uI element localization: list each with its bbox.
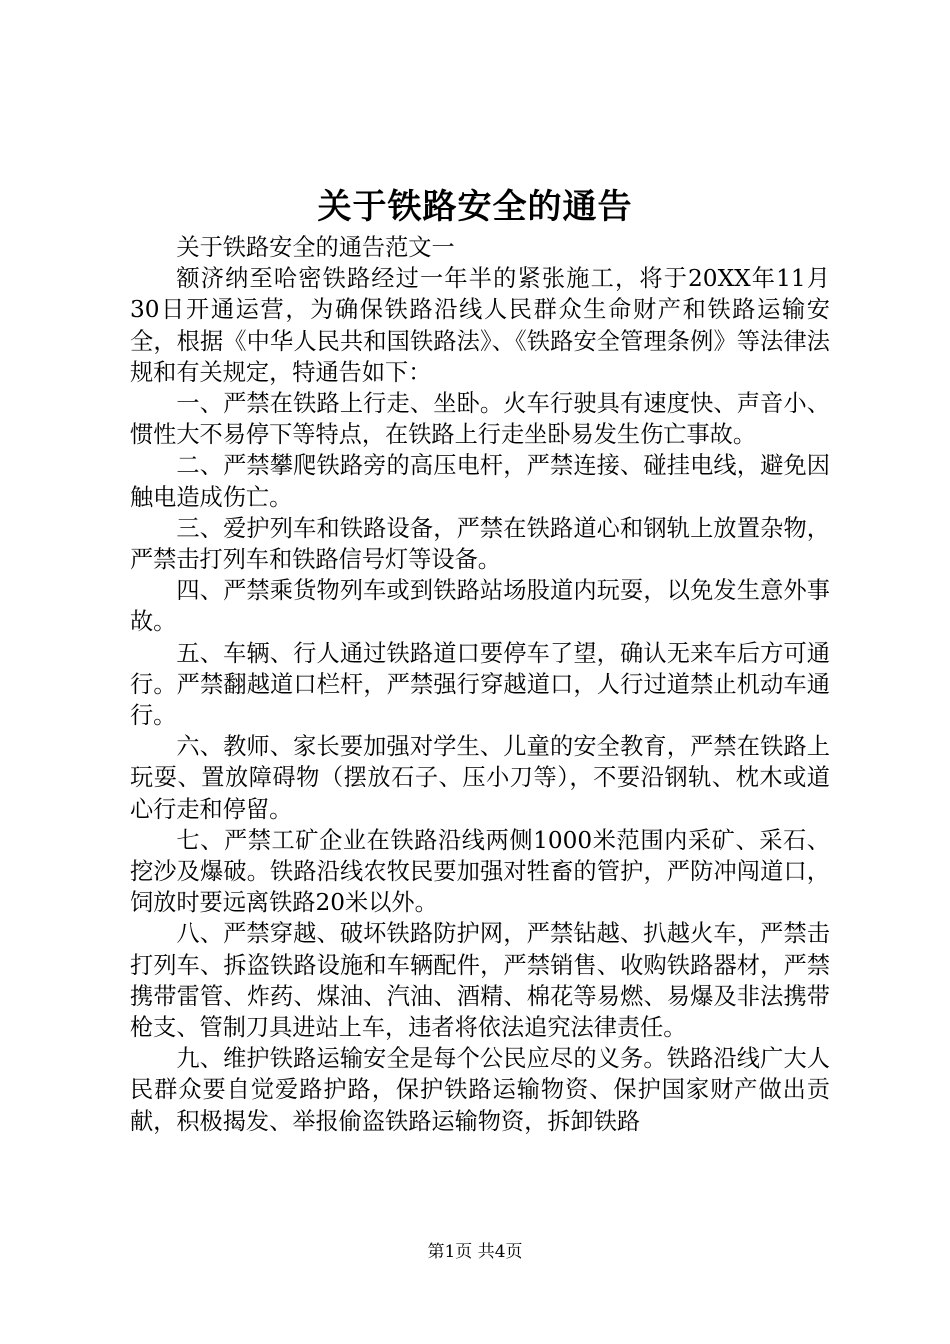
- paragraph-item-7: 七、严禁工矿企业在铁路沿线两侧1000米范围内采矿、采石、挖沙及爆破。铁路沿线农牧民要加强对牲畜的管护，严防冲闯道口，饲放时要远离铁路20米以外。: [130, 826, 830, 917]
- paragraph-intro: 额济纳至哈密铁路经过一年半的紧张施工，将于20XX年11月30日开通运营，为确保铁路沿线人民群众生命财产和铁路运输安全，根据《中华人民共和国铁路法》、《铁路安全管理条例》等法律法规和有关规定，特通告如下：: [130, 265, 830, 386]
- paragraph-item-5: 五、车辆、行人通过铁路道口要停车了望，确认无来车后方可通行。严禁翻越道口栏杆，严禁强行穿越道口，人行过道禁止机动车通行。: [130, 639, 830, 730]
- document-body: [130, 232, 830, 1137]
- page-number-footer: 第1页 共4页: [427, 1242, 523, 1262]
- paragraph-item-4: 四、严禁乘货物列车或到铁路站场股道内玩耍，以免发生意外事故。: [130, 577, 830, 636]
- paragraph-item-6: 六、教师、家长要加强对学生、儿童的安全教育，严禁在铁路上玩耍、置放障碍物（摆放石子、压小刀等），不要沿钢轨、枕木或道心行走和停留。: [130, 733, 830, 823]
- paragraph-item-3: 三、爱护列车和铁路设备，严禁在铁路道心和钢轨上放置杂物，严禁击打列车和铁路信号灯等设备。: [130, 514, 830, 574]
- paragraph-item-8: 八、严禁穿越、破坏铁路防护网，严禁钻越、扒越火车，严禁击打列车、拆盗铁路设施和车辆配件，严禁销售、收购铁路器材，严禁携带雷管、炸药、煤油、汽油、酒精、棉花等易燃、易爆及非法携带枪支、管制刀具进站上车，违者将依法追究法律责任。: [130, 920, 830, 1042]
- paragraph-item-2: 二、严禁攀爬铁路旁的高压电杆，严禁连接、碰挂电线，避免因触电造成伤亡。: [130, 452, 830, 511]
- paragraph-subtitle: 关于铁路安全的通告范文一: [176, 234, 455, 261]
- paragraph-item-1: 一、严禁在铁路上行走、坐卧。火车行驶具有速度快、声音小、惯性大不易停下等特点，在铁路上行走坐卧易发生伤亡事故。: [130, 390, 830, 449]
- document-title: 关于铁路安全的通告: [317, 187, 633, 227]
- paragraph-item-9: 九、维护铁路运输安全是每个公民应尽的义务。铁路沿线广大人民群众要自觉爱路护路，保护铁路运输物资、保护国家财产做出贡献，积极揭发、举报偷盗铁路运输物资，拆卸铁路: [130, 1045, 830, 1135]
